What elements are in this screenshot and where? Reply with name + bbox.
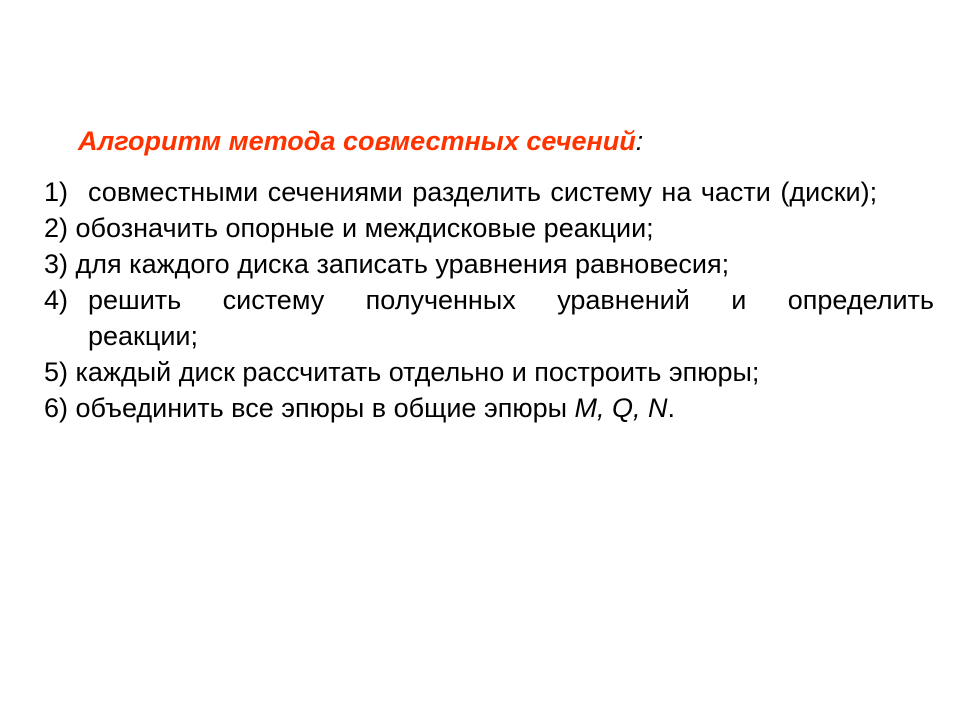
step-text: обозначить опорные и междисковые реакции; xyxy=(75,213,654,243)
list-item xyxy=(44,246,934,282)
title-text: Алгоритм метода совместных сечений xyxy=(78,126,636,156)
step-number: 1) xyxy=(44,177,69,207)
step-text: объединить все эпюры в общие эпюры xyxy=(75,393,568,423)
step-number: 2) xyxy=(44,213,69,243)
algorithm-steps-list xyxy=(44,174,934,426)
list-item xyxy=(44,210,934,246)
step-text: решить систему полученных уравнений и определить реакции; xyxy=(88,285,934,351)
step-text-container xyxy=(76,390,934,426)
step-text-italic-symbols: M, Q, N xyxy=(574,393,668,423)
list-item xyxy=(44,354,934,390)
list-item xyxy=(44,174,934,210)
step-number: 3) xyxy=(44,249,69,279)
list-item xyxy=(44,282,934,354)
title-colon: : xyxy=(635,126,644,156)
slide-title xyxy=(78,126,643,157)
step-number: 5) xyxy=(44,357,69,387)
step-number: 4) xyxy=(44,285,69,315)
step-number: 6) xyxy=(44,393,69,423)
step-text-end: . xyxy=(667,393,676,423)
step-text: для каждого диска записать уравнения равновесия; xyxy=(75,249,730,279)
list-item xyxy=(44,390,934,426)
step-text: каждый диск рассчитать отдельно и построить эпюры; xyxy=(75,357,760,387)
step-text: совместными сечениями разделить систему на части (диски); xyxy=(88,177,878,207)
